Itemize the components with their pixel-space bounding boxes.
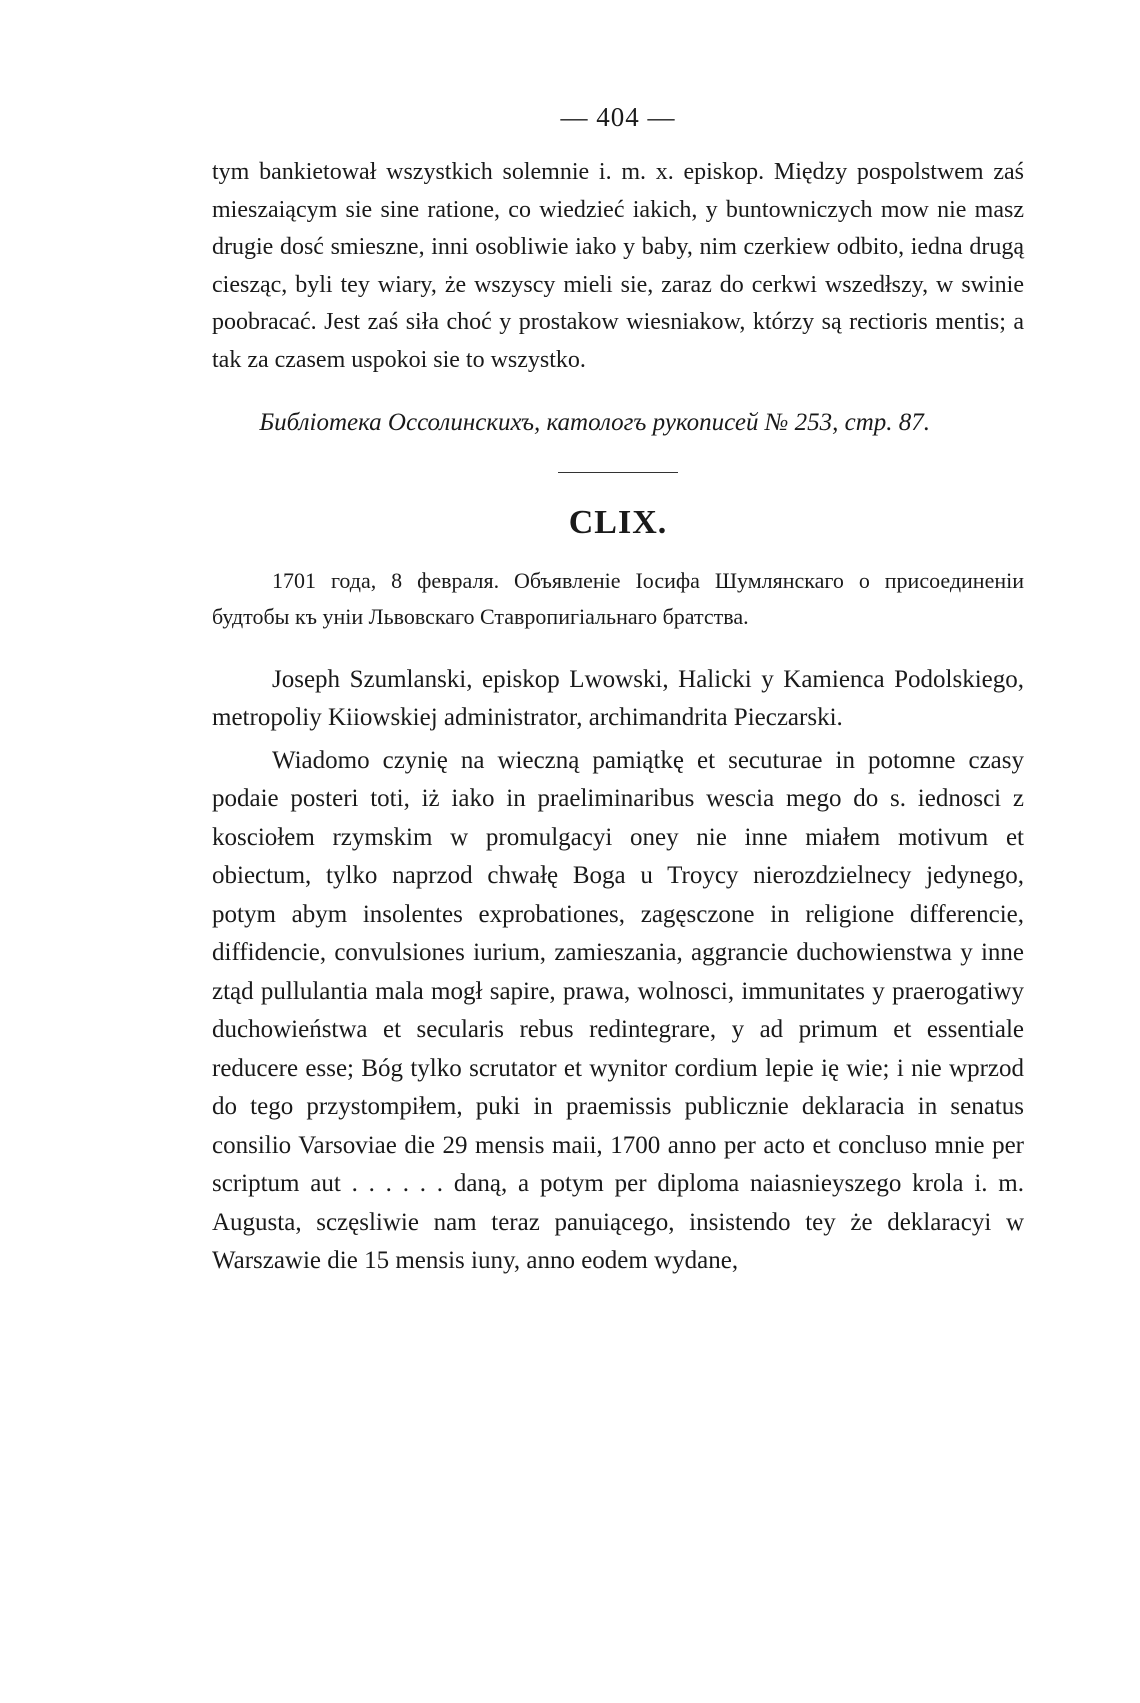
document-body xyxy=(212,661,1024,1281)
page-number: — 404 — xyxy=(560,102,676,132)
opening-paragraph: tym bankietował wszystkich solemnie i. m. x. episkop. Między pospolstwem zaś mieszaiącym sie sine ratione, co wiedzieć iakich, y buntowniczych mow nie masz drugie dosć smieszne, inni osobliwie iako y baby, nim czerkiew odbito, iedna drugą ciesząc, byli tey wiary, że wszyscy mieli sie, zaraz do cerkwi wszedłszy, w swinie poobracać. Jest zaś siła choć y prostakow wiesniakow, którzy są rectioris mentis; a tak za czasem uspokoi sie to wszystko. xyxy=(212,159,1024,373)
page-content xyxy=(212,100,1024,1281)
section-divider xyxy=(558,472,678,473)
document-number: CLIX. xyxy=(568,503,668,541)
document-intro: Joseph Szumlanski, episkop Lwowski, Halicki y Kamienca Podolskiego, metropoliy Kiiowskiej administrator, archimandrita Pieczarski. xyxy=(212,665,1024,732)
document-text: Wiadomo czynię na wieczną pamiątkę et secuturae in potomne czasy podaie posteri toti, iż iako in praeliminaribus wescia mego do s. iednosci z kosciołem rzymskim w promulgacyi oney nie inne miałem motivum et obiectum, tylko naprzod chwałę Boga u Troycy nierozdzielnecy jedynego, potym abym insolentes exprobationes, zagęsczone in religione differencie, diffidencie, convulsiones iurium, zamieszania, aggrancie duchowienstwa y inne ztąd pullulantia mala mogł sapire, prawa, wolnosci, immunitates y praerogatiwy duchowieństwa et secularis rebus redintegrare, y ad primum et essentiale reducere esse; Bóg tylko scrutator et wynitor cordium lepie ię wie; i nie wprzod do tego przystompiłem, puki in praemissis publicznie deklaracia in senatus consilio Varsoviae die 29 mensis maii, 1700 anno per acto et concluso mnie per scriptum aut . . . . . . daną, a potym per diploma naiasnieyszego krola i. m. Augusta, sczęsliwie nam teraz panuiącego, insistendo tey że deklaracyi w Warszawie die 15 mensis iuny, anno eodem wydane, xyxy=(212,746,1024,1275)
document-header: 1701 года, 8 февраля. Объявленіе Іосифа Шумлянскаго о присоединеніи будтобы къ уніи Львовскаго Ставропигіальнаго братства. xyxy=(212,567,1024,629)
source-citation: Библіотека Оссолинскихъ, катологъ рукописей № 253, стр. 87. xyxy=(259,408,930,436)
